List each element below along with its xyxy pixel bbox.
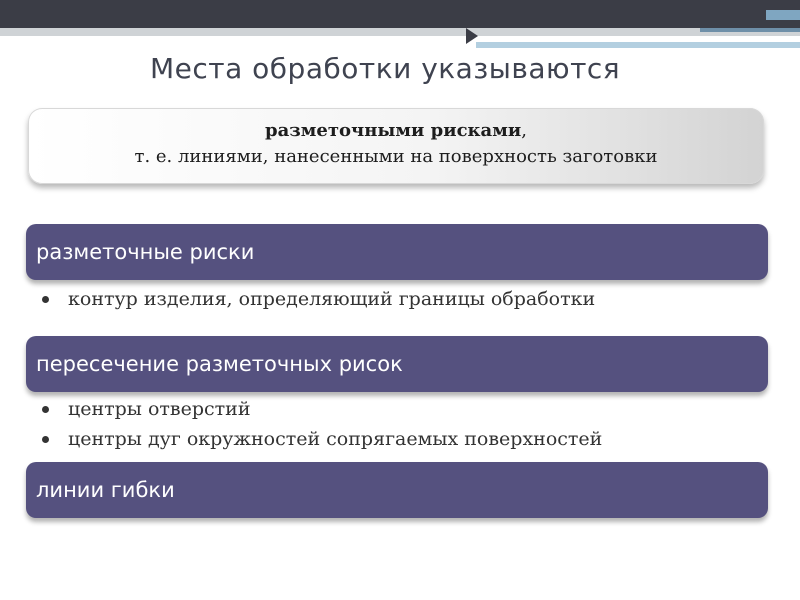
- section-header-risk-intersection: пересечение разметочных рисок: [26, 336, 768, 392]
- section-header-marking-risks: разметочные риски: [26, 224, 768, 280]
- list-item-text: центры отверстий: [68, 398, 251, 420]
- callout-line-1: [28, 118, 764, 144]
- top-decorative-bar: [0, 0, 800, 28]
- accent-stripe: [766, 10, 800, 20]
- list-item: [38, 394, 602, 424]
- bullet-dot-icon: [42, 296, 49, 303]
- callout-comma: ,: [521, 120, 527, 141]
- list-item-text: центры дуг окружностей сопрягаемых поверхностей: [68, 428, 603, 450]
- accent-stripe: [700, 28, 800, 32]
- bullet-list-marking-risks: [38, 284, 595, 314]
- callout-line-2: т. е. линиями, нанесенными на поверхность заготовки: [134, 146, 658, 167]
- list-item: [38, 284, 595, 314]
- bullet-list-risk-intersection: [38, 394, 602, 454]
- accent-stripe: [476, 42, 800, 48]
- top-decorative-band: [0, 28, 800, 36]
- definition-callout: [28, 108, 764, 184]
- list-item: [38, 424, 602, 454]
- list-item-text: контур изделия, определяющий границы обработки: [68, 288, 596, 310]
- bullet-dot-icon: [42, 406, 49, 413]
- callout-bold-term: разметочными рисками: [265, 120, 522, 141]
- bullet-dot-icon: [42, 436, 49, 443]
- section-header-bend-lines: линии гибки: [26, 462, 768, 518]
- slide-title: Места обработки указываются: [150, 52, 621, 85]
